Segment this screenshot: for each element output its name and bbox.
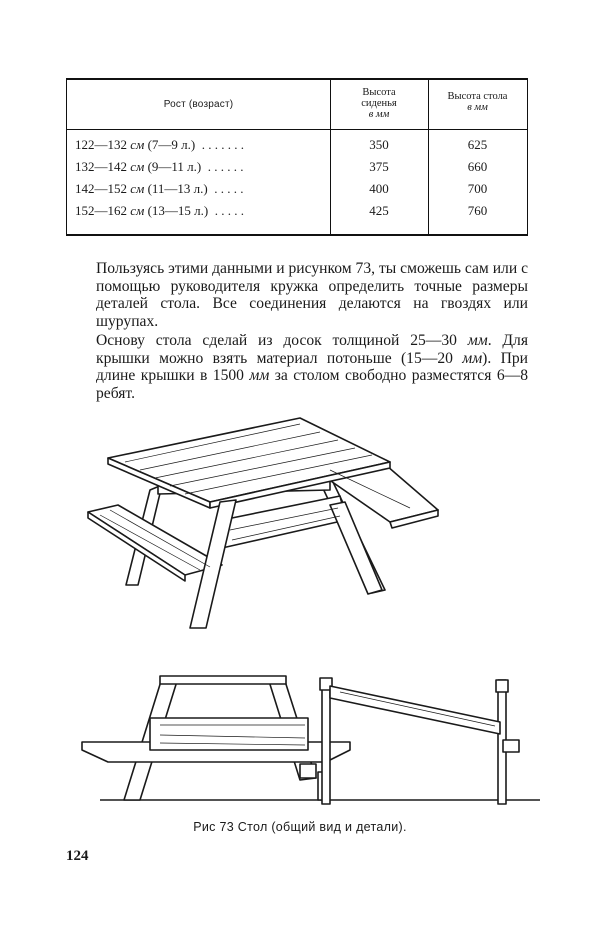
row-table-height: 760 [467, 203, 488, 218]
header-table-line2: в мм [467, 102, 488, 113]
row-height-age: 152—162 см (13—15 л.) . . . . . [75, 203, 244, 218]
row-table-height: 700 [467, 181, 488, 196]
header-seat-line3: в мм [368, 109, 390, 120]
header-height-age: Рост (возраст) [163, 99, 234, 110]
row-height-age: 122—132 см (7—9 л.) . . . . . . . [75, 137, 244, 152]
row-height-age: 142—152 см (11—13 л.) . . . . . [75, 181, 244, 196]
row-table-height: 625 [467, 137, 488, 152]
figure-caption: Рис 73 Стол (общий вид и детали). [193, 820, 407, 834]
table-apron [222, 496, 346, 548]
row-table-height: 660 [467, 159, 488, 174]
table-leg-front-right [330, 502, 382, 594]
row-seat-height: 425 [369, 203, 389, 218]
header-seat-line2: сиденья [361, 98, 397, 109]
row-seat-height: 400 [369, 181, 389, 196]
paragraph-1: Пользуясь этими данными и рисунком 73, ты сможешь сам или с помощью руководителя кружка определить точные размеры деталей стола. Все соединения делаются на гвоздях или шурупах. [96, 260, 528, 330]
detail-post-left [322, 680, 330, 804]
side-apron [150, 718, 308, 750]
row-seat-height: 375 [369, 159, 389, 174]
row-height-age: 132—142 см (9—11 л.) . . . . . . [75, 159, 244, 174]
header-seat-line1: Высота [362, 87, 396, 98]
header-table-line1: Высота стола [447, 91, 508, 102]
row-seat-height: 350 [369, 137, 389, 152]
paragraph-2: Основу стола сделай из досок толщиной 25—30 мм. Для крышки можно взять материал потоньше (15—20 мм). При длине крышки в 1500 мм за столом свободно разместятся 6—8 ребят. [96, 332, 529, 402]
detail-slanted-brace [330, 686, 500, 734]
page-number: 124 [66, 848, 89, 864]
side-top [160, 676, 286, 684]
